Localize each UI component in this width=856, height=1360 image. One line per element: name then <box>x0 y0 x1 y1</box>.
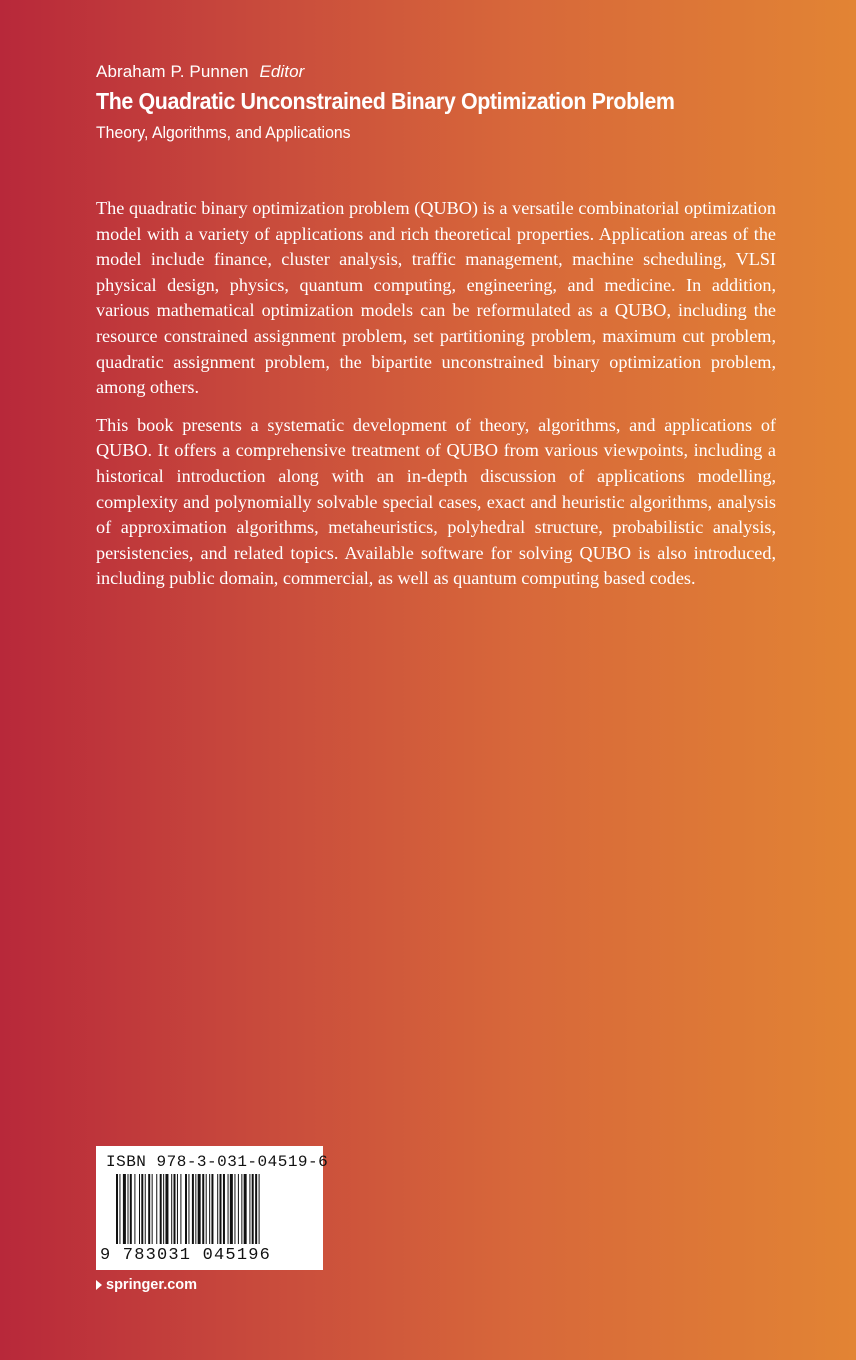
barcode-bar <box>163 1174 164 1244</box>
barcode-bar <box>148 1174 150 1244</box>
barcode-bar <box>192 1174 194 1244</box>
barcode-bar <box>177 1174 178 1244</box>
barcode-bar <box>249 1174 250 1244</box>
barcode-bar <box>123 1174 126 1244</box>
barcode-bar <box>174 1174 176 1244</box>
publisher-url: springer.com <box>106 1277 198 1293</box>
barcode-bar <box>134 1174 135 1244</box>
book-subtitle: Theory, Algorithms, and Applications <box>96 123 351 142</box>
editor-name: Abraham P. Punnen <box>96 62 249 81</box>
book-title: The Quadratic Unconstrained Binary Optimization Problem <box>96 88 675 114</box>
cover-header <box>96 62 796 143</box>
barcode-bar <box>198 1174 201 1244</box>
barcode-bar <box>165 1174 168 1244</box>
barcode-bar <box>211 1174 213 1244</box>
barcode-bar <box>139 1174 140 1244</box>
barcode-bar <box>185 1174 187 1244</box>
editor-role: Editor <box>259 62 305 81</box>
barcode-bar <box>209 1174 210 1244</box>
barcode-bar <box>195 1174 196 1244</box>
isbn-label: ISBN 978-3-031-04519-6 <box>106 1153 329 1171</box>
description-paragraph-1: The quadratic binary optimization problem (QUBO) is a versatile combinatorial optimization model with a variety of applications and rich theoretical properties. Application areas of the model include finance, cluster analysis, traffic management, machine scheduling, VLSI physical design, physics, quantum computing, engineering, and medicine. In addition, various mathematical optimization models can be reformulated as a QUBO, including the resource constrained assignment problem, set partitioning problem, maximum cut problem, quadratic assignment problem, the bipartite unconstrained binary optimization problem, among others. <box>96 198 776 398</box>
barcode-bar <box>241 1174 242 1244</box>
publisher-link[interactable] <box>96 1277 197 1293</box>
barcode-bar <box>152 1174 153 1244</box>
barcode-bar <box>230 1174 233 1244</box>
barcode-bar <box>145 1174 146 1244</box>
book-description <box>96 196 776 604</box>
barcode-bar <box>238 1174 239 1244</box>
barcode-bar <box>223 1174 225 1244</box>
barcode-bar <box>234 1174 235 1244</box>
barcode-bar <box>156 1174 157 1244</box>
barcode-bar <box>228 1174 229 1244</box>
barcode-bar <box>206 1174 207 1244</box>
barcode-bar <box>141 1174 143 1244</box>
barcode-bar <box>255 1174 257 1244</box>
barcode-bar <box>128 1174 129 1244</box>
barcode-bar <box>180 1174 181 1244</box>
barcode-bar <box>259 1174 260 1244</box>
isbn-barcode <box>96 1146 329 1270</box>
barcode-bar <box>217 1174 218 1244</box>
barcode-bar <box>160 1174 162 1244</box>
barcode-bar <box>220 1174 222 1244</box>
description-paragraph-2: This book presents a systematic development of theory, algorithms, and applications of QUBO. It offers a comprehensive treatment of QUBO from various viewpoints, including a historical introduction along with an in-depth discussion of applications modelling, complexity and polynomially solvable special cases, exact and heuristic algorithms, analysis of approximation algorithms, metaheuristics, polyhedral structure, probabilistic analysis, persistencies, and related topics. Available software for solving QUBO is also introduced, including public domain, commercial, as well as quantum computing based codes. <box>96 414 776 589</box>
barcode-bar <box>116 1174 118 1244</box>
barcode-bar <box>202 1174 204 1244</box>
barcode-bar <box>244 1174 247 1244</box>
barcode-digits: 9 783031 045196 <box>100 1246 272 1265</box>
barcode-bar <box>188 1174 189 1244</box>
triangle-right-icon <box>96 1280 102 1290</box>
editor-line <box>96 62 796 82</box>
barcode-bar <box>252 1174 254 1244</box>
barcode-bar <box>119 1174 120 1244</box>
barcode-bar <box>130 1174 132 1244</box>
barcode-bars <box>116 1174 306 1244</box>
barcode-bar <box>171 1174 172 1244</box>
